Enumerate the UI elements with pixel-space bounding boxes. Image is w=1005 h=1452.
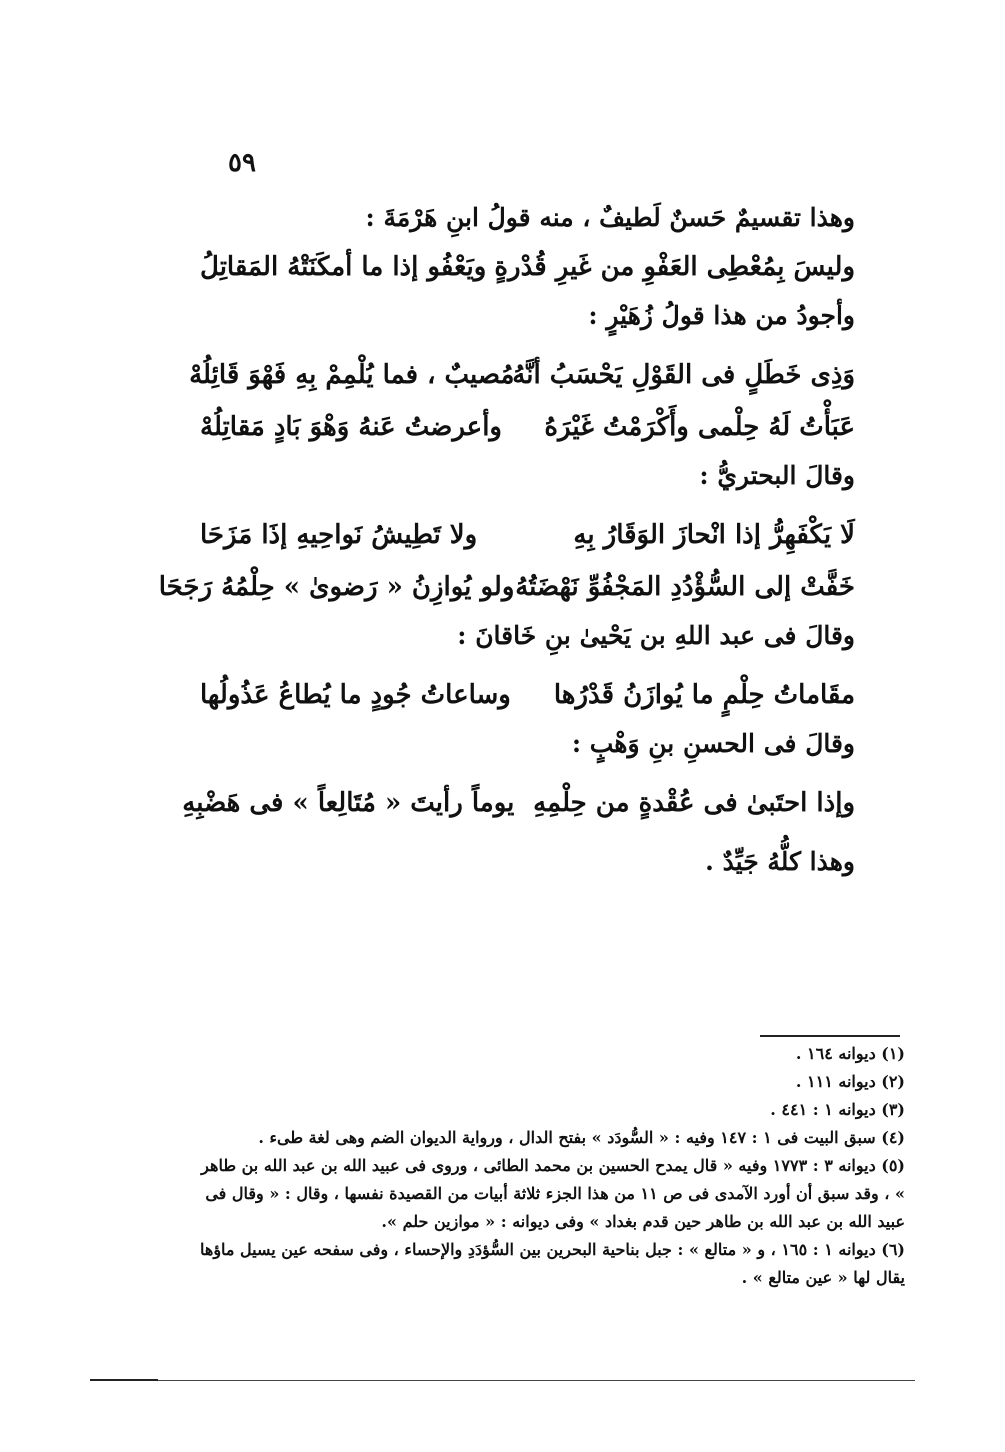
- page-number: ٥٩: [228, 148, 256, 178]
- bottom-rule: [90, 1380, 915, 1381]
- bottom-rule-mark: [90, 1379, 158, 1381]
- footnote-separator: [760, 1035, 900, 1037]
- verse-6-first-hemistich: مقَاماتُ حِلْمٍ ما يُوازَنُ قَدْرُها: [553, 680, 855, 710]
- verse-5-second-hemistich: ولو يُوازِنُ « رَضوىٰ » حِلْمُهُ رَجَحَا: [158, 572, 515, 602]
- footnote-4: (٤) سبق البيت فى ١ : ١٤٧ وفيه : « السُّودَد » بفتح الدال ، ورواية الديوان الضم وهى لغة طىء .: [258, 1128, 905, 1147]
- verse-3: [200, 401, 855, 453]
- footnotes: [200, 1040, 905, 1292]
- footnote-1: (١) ديوانه ١٦٤ .: [795, 1044, 905, 1063]
- verse-3-second-hemistich: وأعرضتُ عَنهُ وَهْوَ بَادٍ مَقاتِلُهْ: [200, 412, 502, 442]
- footnote-3: (٣) ديوانه ١ : ٤٤١ .: [770, 1100, 905, 1119]
- main-text: [158, 195, 855, 885]
- verse-6-second-hemistich: وساعاتُ جُودٍ ما يُطاعُ عَذُولُها: [200, 680, 511, 710]
- intro-line-4: وقالَ فى عبد اللهِ بن يَحْيىٰ بنِ خَاقانَ :: [457, 621, 855, 650]
- verse-7: [182, 777, 855, 829]
- intro-line-5: وقالَ فى الحسنِ بنِ وَهْبٍ :: [571, 729, 855, 758]
- verse-5: [158, 561, 855, 613]
- verse-7-first-hemistich: وإذا احتَبىٰ فى عُقْدةٍ من حِلْمِهِ: [533, 788, 855, 818]
- verse-1-first-hemistich: وليسَ بِمُعْطِى العَفْوِ من غَيرِ قُدْرةٍ: [494, 252, 855, 282]
- verse-2-first-hemistich: وَذِى خَطَلٍ فى القَوْلِ يَحْسَبُ أنَّهُ: [512, 360, 855, 390]
- verse-4-second-hemistich: ولا تَطِيشُ نَواحِيهِ إذَا مَزَحَا: [200, 520, 478, 550]
- verse-5-first-hemistich: خَفَّتْ إلى السُّؤْدُدِ المَجْفُوِّ نَهْضَتُهُ: [515, 572, 855, 602]
- intro-line-1: وهذا تقسيمٌ حَسنٌ لَطيفٌ ، منه قولُ ابنِ هَرْمَةَ :: [365, 203, 855, 232]
- verse-1: [200, 241, 855, 293]
- intro-line-2: وأجودُ من هذا قولُ زُهَيْرٍ :: [588, 301, 855, 330]
- verse-1-second-hemistich: ويَعْفُو إذا ما أمكَنَتْهُ المَقاتِلُ: [200, 252, 487, 282]
- footnote-5: (٥) ديوانه ٣ : ١٧٧٣ وفيه « قال يمدح الحسين بن محمد الطائى ، وروى فى عبيد الله بن عبد الله بن طاهر » ، وقد سبق أن أورد الآمدى فى ص ١١ من هذا الجزء ثلاثة أبيات من القصيدة نفسها ، وقال : « وقال فى عبيد الله بن عبد الله بن طاهر حين قدم بغداد » وفى ديوانه : « موازين حلم ».: [201, 1156, 905, 1231]
- verse-6: [200, 669, 855, 721]
- footnote-2: (٢) ديوانه ١١١ .: [795, 1072, 905, 1091]
- verse-4: [200, 509, 855, 561]
- verse-4-first-hemistich: لَا يَكْفَهِرُّ إذا انْحازَ الوَقَارُ بِهِ: [573, 520, 855, 550]
- verse-2: [189, 349, 855, 401]
- intro-line-3: وقالَ البحتريُّ :: [699, 461, 855, 490]
- closing-line: وهذا كلُّهُ جَيِّدٌ .: [705, 847, 855, 876]
- verse-2-second-hemistich: مُصيبٌ ، فما يُلْمِمْ بِهِ فَهْوَ قَائِلُهْ: [189, 360, 515, 390]
- verse-7-second-hemistich: يوماً رأيتَ « مُتَالِعاً » فى هَضْبِهِ: [182, 788, 515, 818]
- verse-3-first-hemistich: عَبَأْتُ لَهُ حِلْمى وأَكْرَمْتُ غَيْرَهُ: [544, 412, 855, 442]
- footnote-6: (٦) ديوانه ١ : ١٦٥ ، و « متالع » : جبل بناحية البحرين بين السُّؤدَدِ والإحساء ، وفى سفحه عين يسيل ماؤها يقال لها « عين متالع » .: [200, 1240, 905, 1287]
